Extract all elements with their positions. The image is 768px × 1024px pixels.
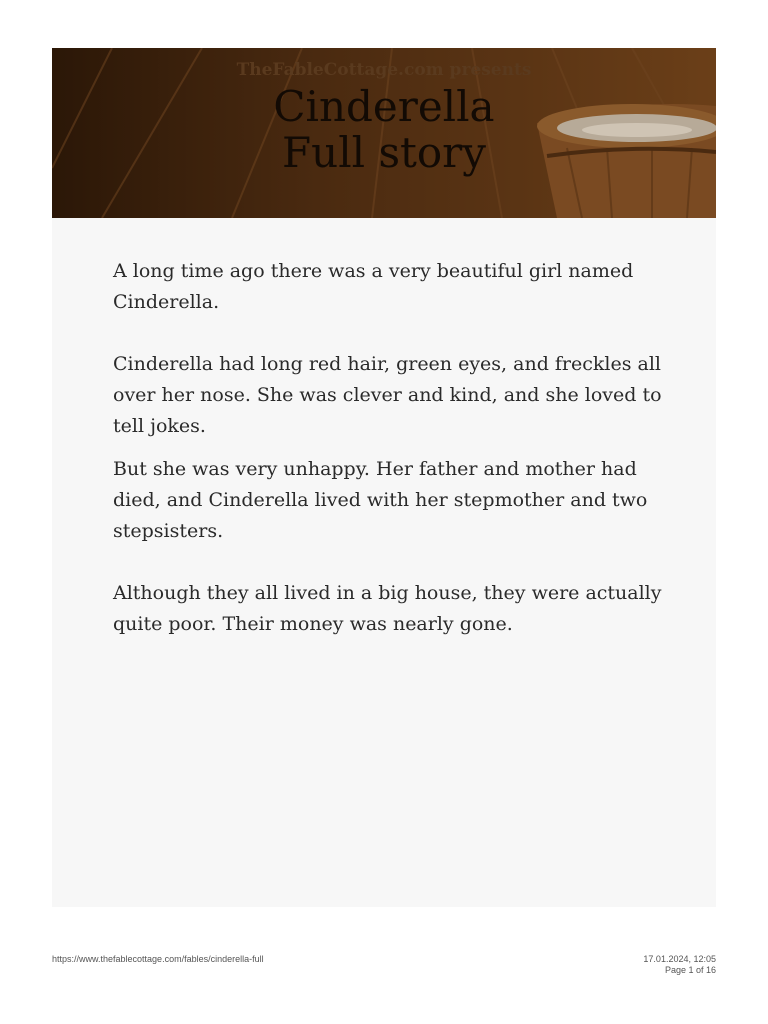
- page-title: [52, 84, 716, 176]
- story-paragraph: But she was very unhappy. Her father and mother had died, and Cinderella lived with her stepmother and two stepsisters.: [113, 458, 648, 542]
- header-banner: [52, 48, 716, 218]
- footer-meta: [643, 954, 716, 976]
- story-paragraph: A long time ago there was a very beautiful girl named Cinderella.: [113, 260, 634, 313]
- story-paragraph: Although they all lived in a big house, they were actually quite poor. Their money was nearly gone.: [113, 582, 662, 635]
- footer-datetime: 17.01.2024, 12:05: [643, 954, 716, 964]
- presents-label: TheFableCottage.com presents: [236, 60, 532, 80]
- footer-page-number: Page 1 of 16: [664, 965, 716, 975]
- story-content: [52, 218, 716, 907]
- footer-url: https://www.thefablecottage.com/fables/cinderella-full: [52, 954, 264, 964]
- title-line-1: Cinderella: [273, 82, 495, 131]
- story-paragraph: Cinderella had long red hair, green eyes, and freckles all over her nose. She was clever and kind, and she loved to tell jokes.: [113, 353, 662, 437]
- story-text: [113, 256, 669, 640]
- title-line-2: Full story: [282, 128, 486, 177]
